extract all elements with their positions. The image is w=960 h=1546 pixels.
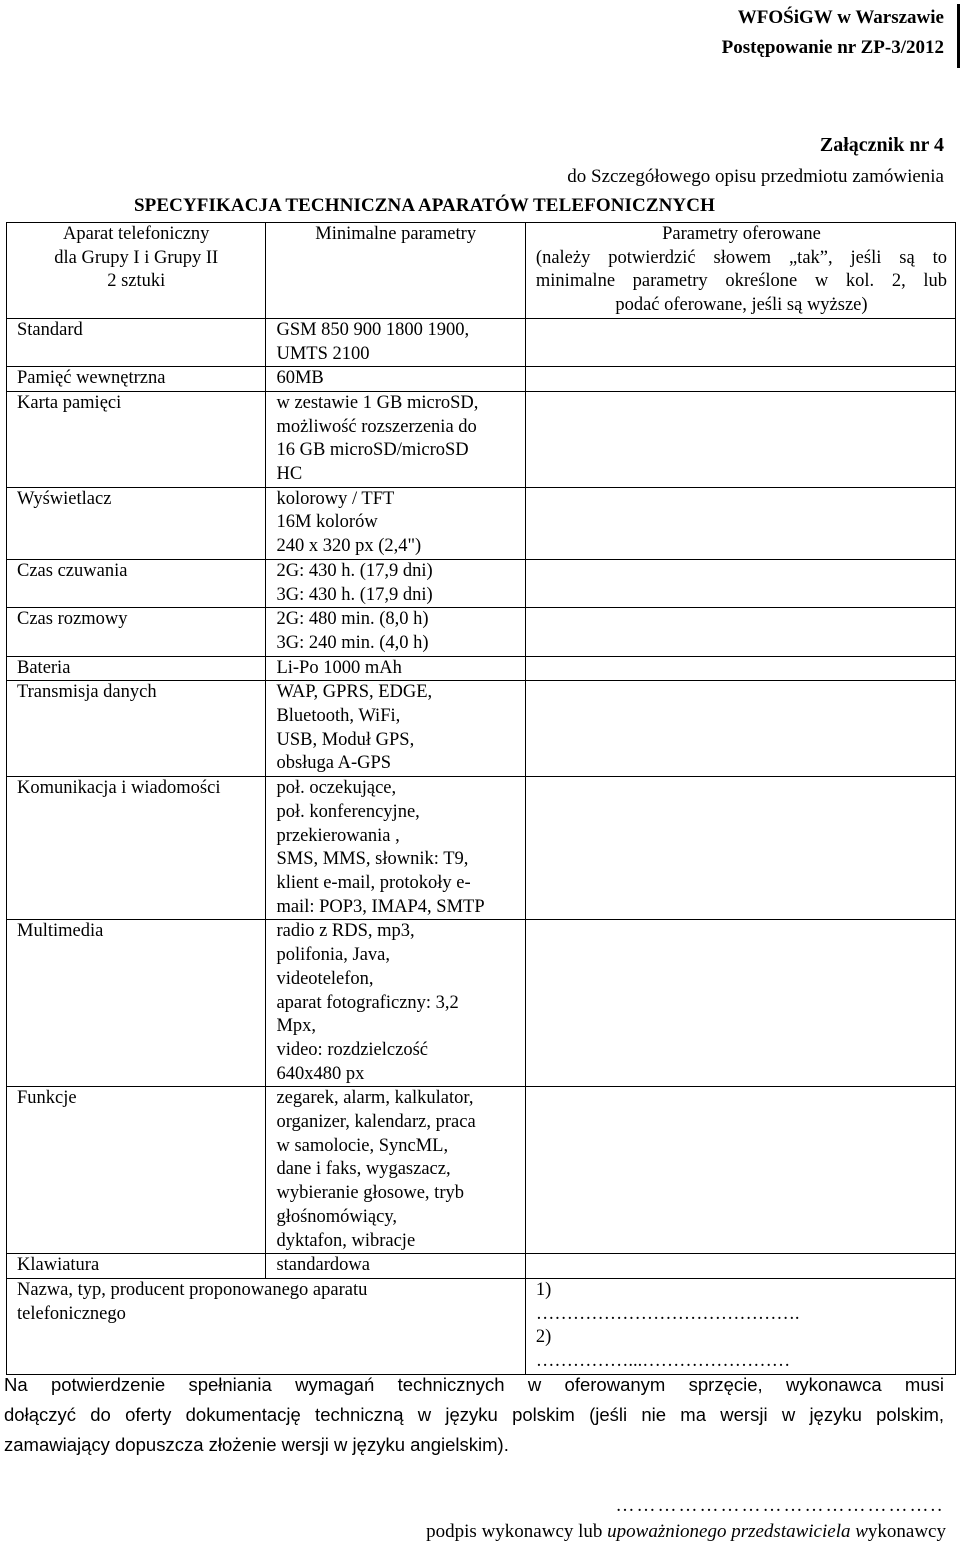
parameter-value-line: radio z RDS, mp3, xyxy=(276,921,415,942)
parameter-value-line: videotelefon, xyxy=(276,968,374,989)
parameter-value-line: USB, Moduł GPS, xyxy=(276,729,415,750)
parameter-value-line: zegarek, alarm, kalkulator, xyxy=(276,1088,474,1109)
annex-title: Załącznik nr 4 xyxy=(819,134,944,156)
parameter-name-cell: Wyświetlacz xyxy=(7,487,266,559)
parameter-name-cell: Czas czuwania xyxy=(7,559,266,607)
parameter-value-line: dyktafon, wibracje xyxy=(276,1230,416,1251)
footer-note-line: zamawiający dopuszcza złożenie wersji w języku angielskim). xyxy=(4,1434,509,1455)
parameter-value-cell xyxy=(266,367,525,392)
table-row xyxy=(7,391,956,487)
producer-label-line: telefonicznego xyxy=(17,1303,126,1324)
signature-label-italic: upoważnionego przedstawiciela w xyxy=(607,1521,868,1542)
parameter-value-line: Li-Po 1000 mAh xyxy=(276,657,402,678)
parameter-value-cell xyxy=(266,681,525,777)
offered-value-cell[interactable] xyxy=(525,391,955,487)
parameter-value-line: w zestawie 1 GB microSD, xyxy=(276,392,479,413)
footer-note xyxy=(4,1370,944,1460)
offered-value-cell[interactable] xyxy=(525,367,955,392)
parameter-value-line: 60MB xyxy=(276,368,324,389)
parameter-name-cell: Standard xyxy=(7,318,266,366)
footer-note-line: dołączyć do oferty dokumentację techniczną w języku polskim (jeśli nie ma wersji w języku polskim, xyxy=(4,1404,944,1425)
parameter-value-line: HC xyxy=(276,464,303,485)
offered-value-cell[interactable] xyxy=(525,777,955,920)
parameter-name-cell: Czas rozmowy xyxy=(7,608,266,656)
producer-answer-line: 2) xyxy=(535,1327,552,1348)
parameter-value-line: aparat fotograficzny: 3,2 xyxy=(276,992,459,1013)
parameter-value-line: organizer, kalendarz, praca xyxy=(276,1112,476,1133)
parameter-value-line: w samolocie, SyncML, xyxy=(276,1135,449,1156)
parameter-value-line: mail: POP3, IMAP4, SMTP xyxy=(276,896,485,917)
parameter-value-line: WAP, GPRS, EDGE, xyxy=(276,682,433,703)
header-offered-line: (należy potwierdzić słowem „tak”, jeśli są to xyxy=(535,247,947,268)
table-row xyxy=(7,487,956,559)
parameter-value-cell xyxy=(266,777,525,920)
table-row xyxy=(7,1087,956,1254)
offered-value-cell[interactable] xyxy=(525,656,955,681)
parameter-name-cell: Transmisja danych xyxy=(7,681,266,777)
parameter-value-cell xyxy=(266,608,525,656)
parameter-value-cell xyxy=(266,318,525,366)
parameter-value-line: GSM 850 900 1800 1900, xyxy=(276,319,470,340)
table-row xyxy=(7,1254,956,1279)
signature-label xyxy=(426,1520,946,1544)
annex-subtitle: do Szczegółowego opisu przedmiotu zamówienia xyxy=(567,166,944,187)
offered-value-cell[interactable] xyxy=(525,487,955,559)
specification-title: SPECYFIKACJA TECHNICZNA APARATÓW TELEFONICZNYCH xyxy=(134,195,715,216)
offered-value-cell[interactable] xyxy=(525,559,955,607)
parameter-name-cell: Pamięć wewnętrzna xyxy=(7,367,266,392)
parameter-value-line: 16 GB microSD/microSD xyxy=(276,440,469,461)
parameter-name-cell: Multimedia xyxy=(7,920,266,1087)
header-device-cell xyxy=(7,223,266,319)
table-row xyxy=(7,920,956,1087)
header-device-line: Aparat telefoniczny xyxy=(63,224,210,244)
parameter-value-cell xyxy=(266,656,525,681)
parameter-value-line: dane i faks, wygaszacz, xyxy=(276,1159,451,1180)
header-offered-line: minimalne parametry określone w kol. 2, lub xyxy=(535,271,947,292)
parameter-name-cell: Klawiatura xyxy=(7,1254,266,1279)
table-row xyxy=(7,681,956,777)
parameter-value-cell xyxy=(266,1254,525,1279)
offered-value-cell[interactable] xyxy=(525,1087,955,1254)
parameter-value-line: 3G: 430 h. (17,9 dni) xyxy=(276,584,433,605)
producer-label-cell xyxy=(7,1278,526,1374)
table-row xyxy=(7,367,956,392)
parameter-value-cell xyxy=(266,559,525,607)
parameter-value-cell xyxy=(266,920,525,1087)
signature-label-plain: podpis wykonawcy lub xyxy=(426,1521,608,1542)
footer-note-line: Na potwierdzenie spełniania wymagań technicznych w oferowanym sprzęcie, wykonawca musi xyxy=(4,1374,944,1395)
producer-label-line: Nazwa, typ, producent proponowanego aparatu xyxy=(17,1279,368,1300)
parameter-value-cell xyxy=(266,391,525,487)
parameter-value-line: video: rozdzielczość xyxy=(276,1039,428,1060)
header-case-number: Postępowanie nr ZP-3/2012 xyxy=(721,37,944,58)
parameter-value-line: obsługa A-GPS xyxy=(276,753,392,774)
parameter-value-line: możliwość rozszerzenia do xyxy=(276,416,477,437)
parameter-value-line: poł. konferencyjne, xyxy=(276,801,420,822)
offered-value-cell[interactable] xyxy=(525,318,955,366)
specification-table xyxy=(6,222,956,1375)
parameter-name-cell: Karta pamięci xyxy=(7,391,266,487)
parameter-value-line: polifonia, Java, xyxy=(276,945,390,966)
parameter-value-cell xyxy=(266,487,525,559)
header-offered-line: Parametry oferowane xyxy=(662,224,821,244)
parameter-value-line: 16M kolorów xyxy=(276,512,378,533)
parameter-value-line: Mpx, xyxy=(276,1016,317,1037)
table-row xyxy=(7,656,956,681)
table-row xyxy=(7,318,956,366)
parameter-value-line: 240 x 320 px (2,4") xyxy=(276,536,422,557)
header-offered-line: podać oferowane, jeśli są wyższe) xyxy=(615,295,868,316)
parameter-name-cell: Funkcje xyxy=(7,1087,266,1254)
header-min-params-cell: Minimalne parametry xyxy=(266,223,525,319)
table-row xyxy=(7,559,956,607)
table-row xyxy=(7,777,956,920)
header-device-line: 2 sztuki xyxy=(107,271,166,292)
offered-value-cell[interactable] xyxy=(525,681,955,777)
parameter-value-line: 2G: 480 min. (8,0 h) xyxy=(276,609,429,630)
signature-line: ……………………………………….. xyxy=(615,1495,944,1516)
parameter-value-line: klient e-mail, protokoły e- xyxy=(276,872,471,893)
offered-value-cell[interactable] xyxy=(525,920,955,1087)
header-organization: WFOŚiGW w Warszawie xyxy=(737,7,944,28)
producer-answer-line: ……………...…………………… xyxy=(535,1351,791,1372)
table-row xyxy=(7,608,956,656)
parameter-name-cell: Komunikacja i wiadomości xyxy=(7,777,266,920)
producer-answer-line: ……………………………………. xyxy=(535,1303,800,1324)
parameter-value-line: wybieranie głosowe, tryb xyxy=(276,1183,464,1204)
parameter-value-line: głośnomówiący, xyxy=(276,1206,398,1227)
parameter-value-cell xyxy=(266,1087,525,1254)
parameter-value-line: 2G: 430 h. (17,9 dni) xyxy=(276,560,433,581)
parameter-value-line: przekierowania , xyxy=(276,825,400,846)
signature-label-end: ykonawcy xyxy=(867,1521,946,1542)
producer-row xyxy=(7,1278,956,1374)
table-header-row xyxy=(7,223,956,319)
parameter-value-line: poł. oczekujące, xyxy=(276,778,397,799)
parameter-value-line: SMS, MMS, słownik: T9, xyxy=(276,849,469,870)
producer-answer-cell[interactable] xyxy=(525,1278,955,1374)
producer-answer-line: 1) xyxy=(535,1279,552,1300)
parameter-value-line: Bluetooth, WiFi, xyxy=(276,706,401,727)
parameter-value-line: UMTS 2100 xyxy=(276,343,370,364)
parameter-name-cell: Bateria xyxy=(7,656,266,681)
parameter-value-line: kolorowy / TFT xyxy=(276,488,395,509)
parameter-value-line: 3G: 240 min. (4,0 h) xyxy=(276,632,429,653)
parameter-value-line: standardowa xyxy=(276,1255,370,1276)
offered-value-cell[interactable] xyxy=(525,1254,955,1279)
header-device-line: dla Grupy I i Grupy II xyxy=(54,247,219,268)
header-offered-params-cell xyxy=(525,223,955,319)
parameter-value-line: 640x480 px xyxy=(276,1063,365,1084)
offered-value-cell[interactable] xyxy=(525,608,955,656)
